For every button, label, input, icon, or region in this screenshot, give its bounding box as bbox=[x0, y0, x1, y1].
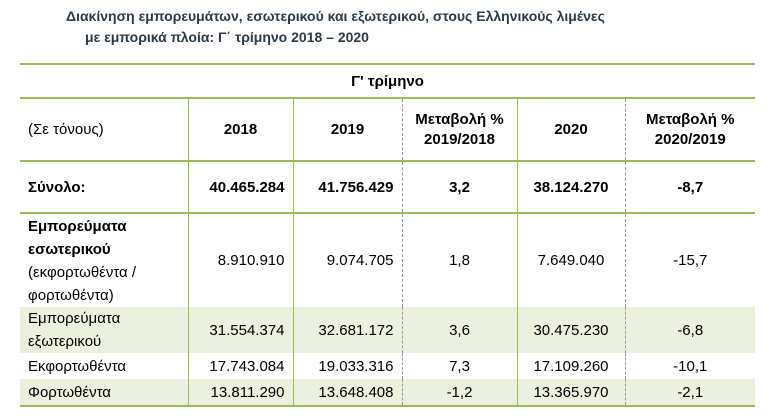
row-unloaded bbox=[20, 353, 755, 379]
table-cell: -6,8 bbox=[625, 307, 755, 353]
column-header-change-label: Μεταβολή % bbox=[646, 110, 735, 128]
table-cell: 32.681.172 bbox=[293, 307, 402, 353]
row-foreign-goods-label: Εμπορεύματα εξωτερικού bbox=[20, 307, 188, 353]
table-cell: -10,1 bbox=[673, 357, 708, 375]
column-header-change-label: Μεταβολή % bbox=[415, 110, 504, 128]
column-header-unit: (Σε τόνους) bbox=[20, 98, 188, 161]
column-header-change-2020-2019 bbox=[625, 98, 755, 161]
table-cell: 19.033.316 bbox=[293, 353, 402, 379]
page-title-line-1: Διακίνηση εμπορευμάτων, εσωτερικού και εξωτερικού, στους Ελληνικούς λιμένες bbox=[66, 8, 605, 24]
table-cell: 3,2 bbox=[402, 161, 517, 213]
statistics-table bbox=[20, 63, 755, 407]
table-cell: -2,1 bbox=[625, 379, 755, 406]
table-cell: -15,7 bbox=[673, 252, 708, 269]
row-loaded bbox=[20, 379, 755, 406]
row-total-label: Σύνολο: bbox=[20, 161, 188, 213]
row-total bbox=[20, 161, 755, 213]
row-unloaded-label: Εκφορτωθέντα bbox=[20, 353, 188, 379]
table-cell: 31.554.374 bbox=[188, 307, 293, 353]
table-cell: 30.475.230 bbox=[517, 307, 625, 353]
column-header-2019: 2019 bbox=[293, 98, 402, 161]
row-domestic-goods-label bbox=[20, 213, 188, 307]
table-cell: 40.465.284 bbox=[188, 161, 293, 213]
table-cell: 3,6 bbox=[402, 307, 517, 353]
table-cell: -1,2 bbox=[402, 379, 517, 406]
table-cell: 41.756.429 bbox=[293, 161, 402, 213]
column-header-row bbox=[20, 98, 755, 161]
statistics-table-container bbox=[20, 63, 755, 407]
column-header-change-years: 2020/2019 bbox=[654, 130, 726, 148]
table-cell: 13.648.408 bbox=[293, 379, 402, 406]
table-cell: 8.910.910 bbox=[188, 213, 293, 307]
table-cell: 7,3 bbox=[402, 353, 517, 379]
column-header-change-2019-2018 bbox=[402, 98, 517, 161]
table-cell: 9.074.705 bbox=[293, 213, 402, 307]
table-cell: 1,8 bbox=[402, 213, 517, 307]
table-cell: 38.124.270 bbox=[517, 161, 625, 213]
quarter-header-cell: Γ' τρίμηνο bbox=[20, 64, 755, 98]
table-cell: 13.811.290 bbox=[188, 379, 293, 406]
column-header-2018: 2018 bbox=[188, 98, 293, 161]
table-cell: 7.649.040 bbox=[517, 213, 625, 307]
table-cell: 17.109.260 bbox=[517, 353, 625, 379]
column-header-change-years: 2019/2018 bbox=[424, 130, 495, 148]
row-label-sub: (εκφορτωθέντα / φορτωθέντα) bbox=[28, 263, 137, 304]
row-foreign-goods bbox=[20, 307, 755, 353]
column-header-2020: 2020 bbox=[517, 98, 625, 161]
table-cell: -8,7 bbox=[625, 161, 755, 213]
page-title bbox=[66, 6, 605, 48]
table-cell: 17.743.084 bbox=[188, 353, 293, 379]
page-title-line-2: με εμπορικά πλοία: Γ΄ τρίμηνο 2018 – 2020 bbox=[85, 29, 369, 45]
quarter-header-row bbox=[20, 64, 755, 98]
row-label-main: Εμπορεύματα εσωτερικού bbox=[28, 217, 127, 258]
row-loaded-label: Φορτωθέντα bbox=[20, 379, 188, 406]
table-cell: 13.365.970 bbox=[517, 379, 625, 406]
row-domestic-goods bbox=[20, 213, 755, 307]
